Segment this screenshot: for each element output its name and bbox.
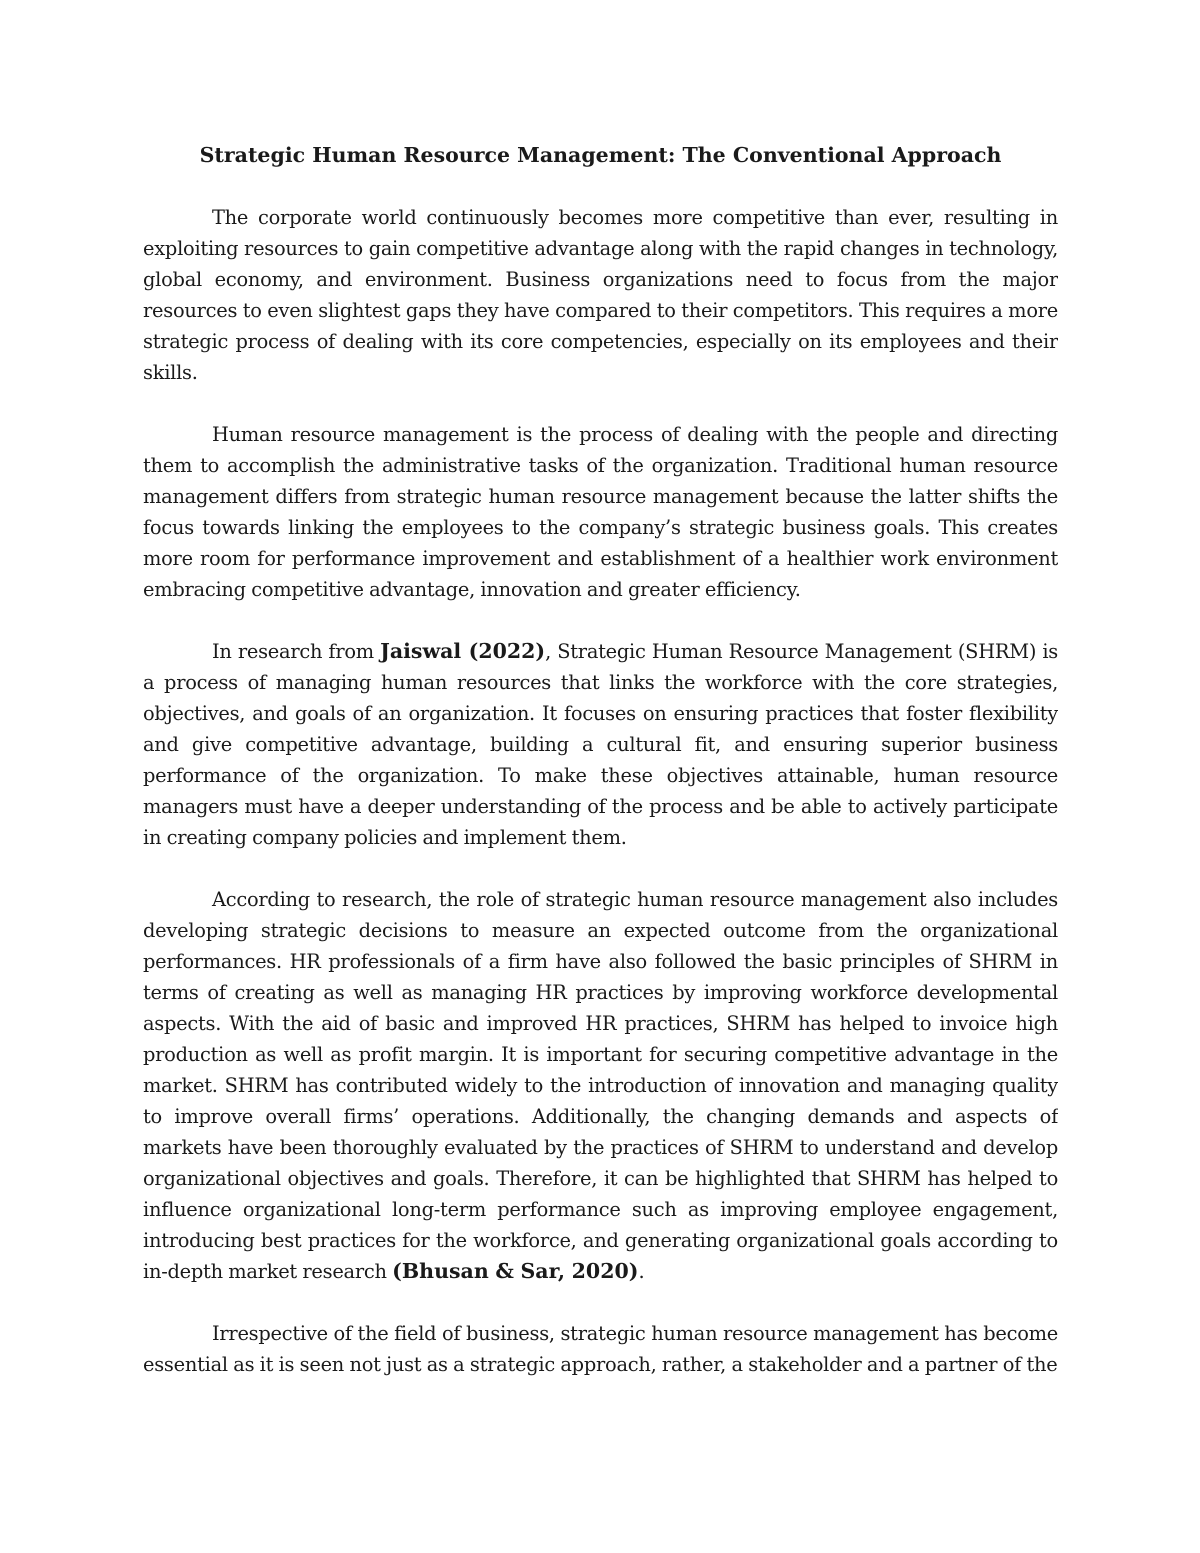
paragraph-3 [143, 636, 1058, 853]
paragraph-5: Irrespective of the field of business, strategic human resource management has become essential as it is seen not just as a strategic approach, rather, a stakeholder and a partner of the [143, 1322, 1058, 1376]
paragraph-2: Human resource management is the process of dealing with the people and directing them to accomplish the administrative tasks of the organization. Traditional human resource management differs from strategic human resource management because the latter shifts the focus towards linking the employees to the company’s strategic business goals. This creates more room for performance improvement and establishment of a healthier work environment embracing competitive advantage, innovation and greater efficiency. [143, 423, 1058, 601]
document-title: Strategic Human Resource Management: The Conventional Approach [199, 143, 1002, 167]
paragraph-3-body: , Strategic Human Resource Management (SHRM) is a process of managing human resources that links the workforce with the core strategies, objectives, and goals of an organization. It focuses on ensuring practices that foster flexibility and give competitive advantage, building a cultural fit, and ensuring superior business performance of the organization. To make these objectives attainable, human resource managers must have a deeper understanding of the process and be able to actively participate in creating company policies and implement them. [143, 640, 1058, 849]
document-page [143, 140, 1058, 1540]
citation-jaiswal: Jaiswal (2022) [380, 639, 546, 663]
paragraph-1: The corporate world continuously becomes more competitive than ever, resulting in exploiting resources to gain competitive advantage along with the rapid changes in technology, global economy, and environment. Business organizations need to focus from the major resources to even slightest gaps they have compared to their competitors. This requires a more strategic process of dealing with its core competencies, especially on its employees and their skills. [143, 206, 1058, 384]
paragraph-4-body: According to research, the role of strategic human resource management also includes developing strategic decisions to measure an expected outcome from the organizational performances. HR professionals of a firm have also followed the basic principles of SHRM in terms of creating as well as managing HR practices by improving workforce developmental aspects. With the aid of basic and improved HR practices, SHRM has helped to invoice high production as well as profit margin. It is important for securing competitive advantage in the market. SHRM has contributed widely to the introduction of innovation and managing quality to improve overall firms’ operations. Additionally, the changing demands and aspects of markets have been thoroughly evaluated by the practices of SHRM to understand and develop organizational objectives and goals. Therefore, it can be highlighted that SHRM has helped to influence organizational long-term performance such as improving employee engagement, introducing best practices for the workforce, and generating organizational goals according to in-depth market research [143, 888, 1058, 1283]
paragraph-3-lead: In research from [212, 640, 381, 663]
paragraph-4-end: . [638, 1260, 645, 1283]
citation-bhusan-sar: (Bhusan & Sar, 2020) [392, 1259, 639, 1283]
paragraph-4 [143, 884, 1058, 1287]
